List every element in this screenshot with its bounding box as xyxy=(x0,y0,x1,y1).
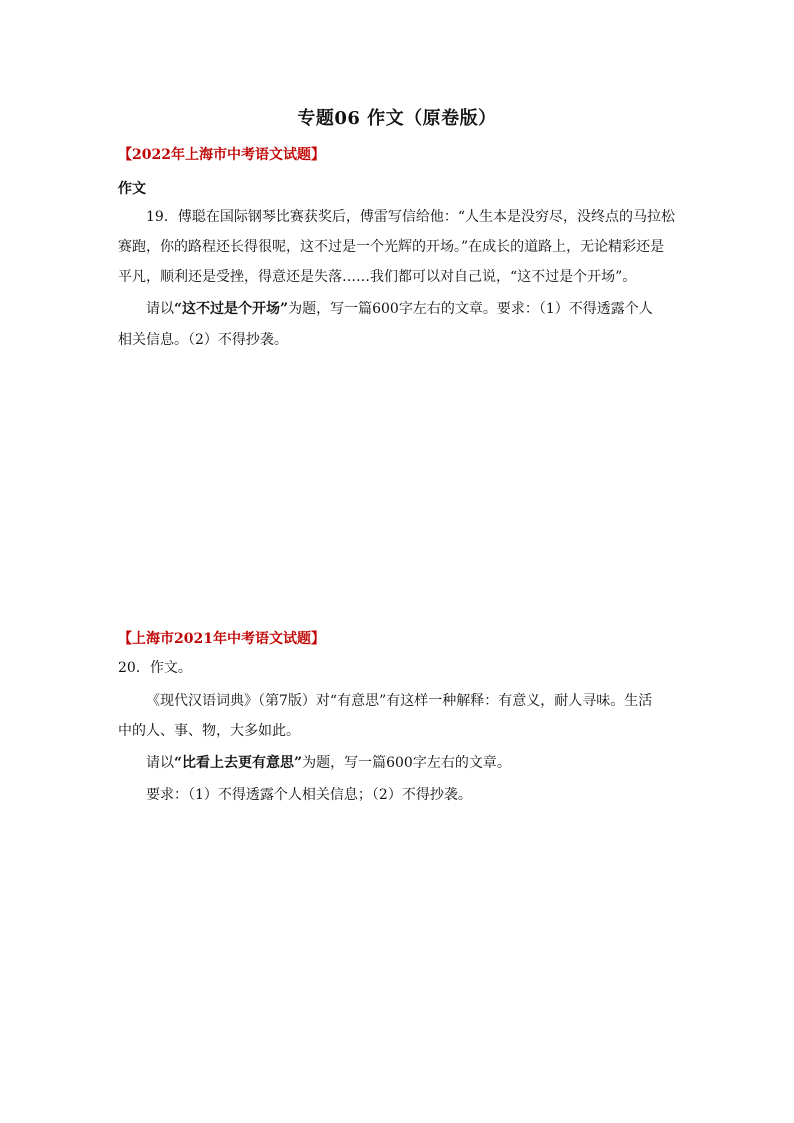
prompt-prefix: 请以 xyxy=(146,755,174,771)
question-19-prompt-cont: 相关信息。（2）不得抄袭。 xyxy=(118,332,288,348)
question-20-prompt xyxy=(146,753,678,773)
question-20-line-1: 《现代汉语词典》（第7版）对“有意思”有这样一种解释：有意义，耐人寻味。生活 xyxy=(146,693,653,709)
prompt-topic: “这不过是个开场” xyxy=(174,301,289,317)
question-20-label: 20．作文。 xyxy=(118,660,192,676)
prompt-topic: “比看上去更有意思” xyxy=(174,755,303,771)
question-19-line-1: 19．傅聪在国际钢琴比赛获奖后，傅雷写信给他：“人生本是没穷尽，没终点的马拉松 xyxy=(146,209,675,225)
question-19-line-3: 平凡，顺利还是受挫，得意还是失落……我们都可以对自己说，“这不过是个开场”。 xyxy=(118,269,637,285)
prompt-suffix: 为题，写一篇600字左右的文章。 xyxy=(302,755,511,771)
question-20-line-2: 中的人、事、物，大多如此。 xyxy=(118,723,300,739)
section-label-essay: 作文 xyxy=(118,181,146,197)
question-19-line-2: 赛跑，你的路程还长得很呢，这不过是一个光辉的开场。”在成长的道路上，无论精彩还是 xyxy=(118,239,665,255)
question-20-requirement: 要求：（1）不得透露个人相关信息；（2）不得抄袭。 xyxy=(146,787,472,803)
page-title: 专题06 作文（原卷版） xyxy=(297,108,497,129)
question-19-prompt xyxy=(146,299,678,319)
prompt-prefix: 请以 xyxy=(146,301,174,317)
section-tag-2022: 【2022年上海市中考语文试题】 xyxy=(118,147,325,163)
section-tag-2021: 【上海市2021年中考语文试题】 xyxy=(118,631,325,647)
prompt-suffix: 为题，写一篇600字左右的文章。要求：（1）不得透露个人 xyxy=(288,301,653,317)
